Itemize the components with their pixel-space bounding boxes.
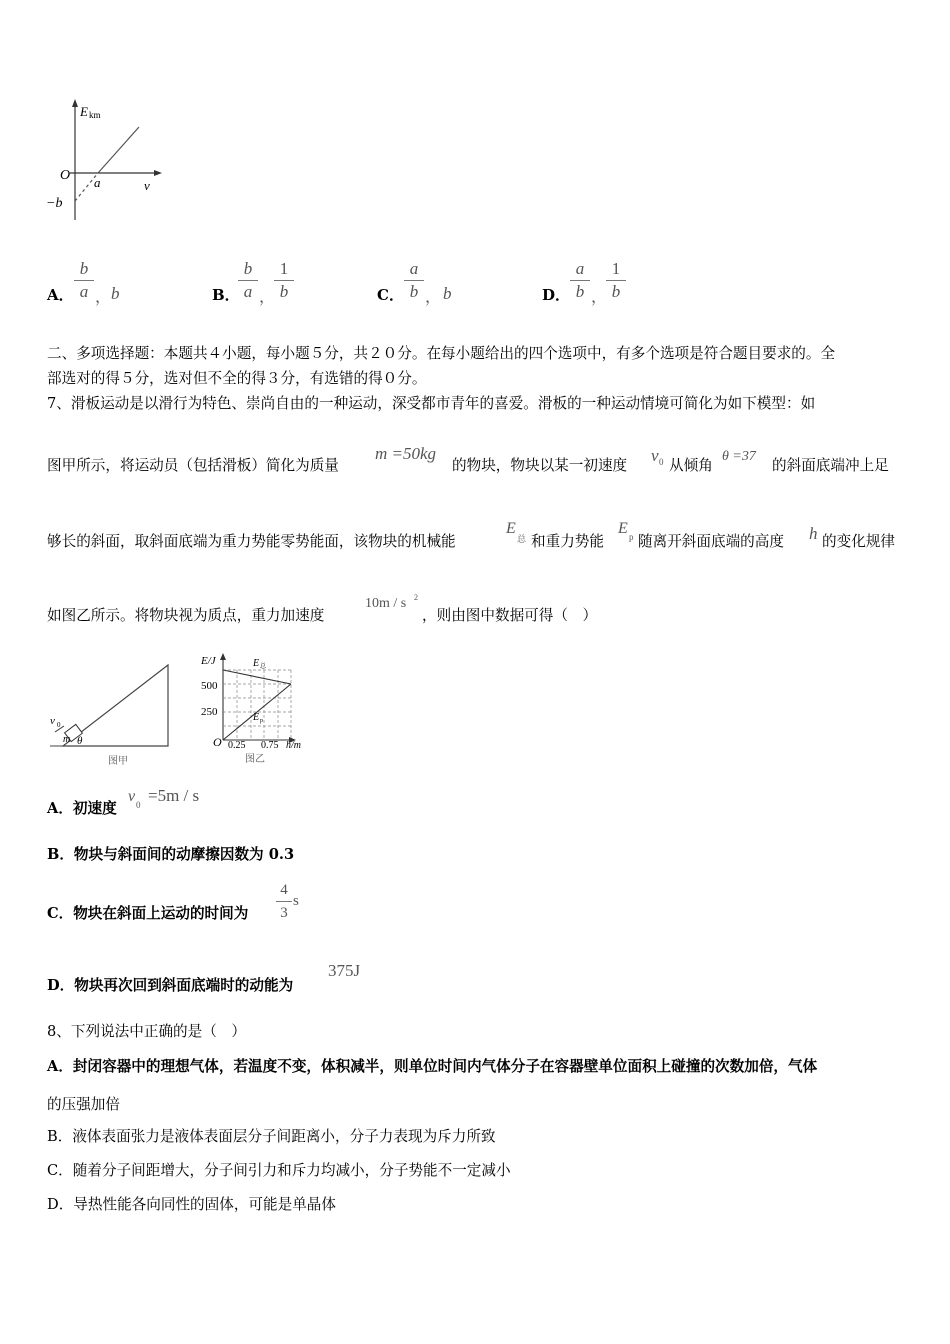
svg-text:−b: −b — [46, 196, 63, 211]
svg-text:m: m — [63, 734, 71, 745]
svg-text:总: 总 — [260, 664, 267, 670]
svg-text:h/m: h/m — [286, 740, 301, 751]
svg-text:500: 500 — [201, 680, 218, 692]
incline-figure — [45, 660, 180, 770]
energy-height-graph — [195, 650, 320, 770]
svg-text:0: 0 — [57, 721, 61, 729]
svg-text:O: O — [213, 735, 222, 749]
section2-line1: 二、多项选择题：本题共４小题，每小题５分，共２０分。在每小题给出的四个选项中，有多个选项是符合题目要求的。全 — [47, 345, 836, 362]
svg-text:0.25: 0.25 — [228, 740, 246, 751]
q7-line1: 7、滑板运动是以滑行为特色、崇尚自由的一种运动，深受都市青年的喜爱。滑板的一种运动情境可简化为如下模型：如 — [47, 395, 816, 412]
ek-label: E — [80, 104, 88, 119]
svg-text:图乙: 图乙 — [245, 754, 265, 765]
q8-option-b[interactable]: B．液体表面张力是液体表面层分子间距离小，分子力表现为斥力所致 — [47, 1128, 496, 1145]
svg-text:θ: θ — [77, 735, 83, 747]
q8-stem: 8、下列说法中正确的是（ ） — [47, 1023, 247, 1040]
svg-text:O: O — [60, 168, 71, 183]
svg-text:0.75: 0.75 — [261, 740, 279, 751]
svg-text:a: a — [94, 175, 101, 190]
svg-text:km: km — [89, 110, 101, 120]
svg-text:v: v — [50, 715, 55, 727]
q8-option-c[interactable]: C．随着分子间距增大，分子间引力和斥力均减小，分子势能不一定减小 — [47, 1162, 511, 1179]
ek-v-graph — [40, 95, 180, 230]
svg-text:250: 250 — [201, 706, 218, 718]
section2-line2: 部选对的得５分，选对但不全的得３分，有选错的得０分。 — [47, 370, 427, 387]
svg-text:p: p — [260, 718, 263, 724]
svg-text:v: v — [144, 178, 150, 193]
q8-option-d[interactable]: D．导热性能各向同性的固体，可能是单晶体 — [47, 1196, 336, 1213]
svg-text:图甲: 图甲 — [108, 756, 128, 767]
svg-text:E/J: E/J — [201, 655, 216, 667]
svg-text:E: E — [253, 658, 260, 669]
svg-text:E: E — [253, 712, 260, 723]
